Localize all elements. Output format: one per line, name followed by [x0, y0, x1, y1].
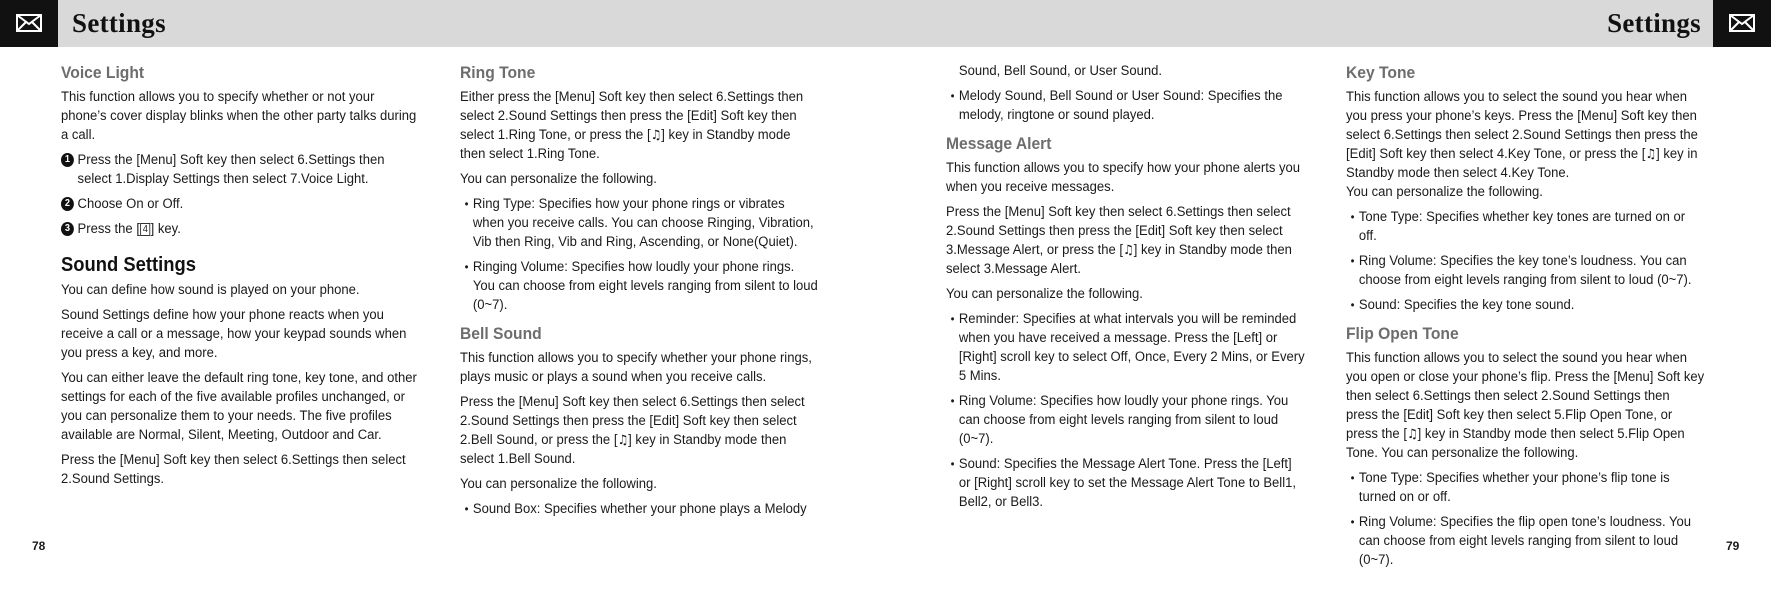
music-note-icon: ♫	[617, 433, 629, 448]
flip-open-tone-intro	[1346, 349, 1705, 463]
voice-light-step-1	[61, 151, 420, 189]
text: ] key in Standby mode then select 4.Key Tone.	[1346, 146, 1698, 181]
text: Press the [Menu] Soft key then select 6.Settings then select 2.Sound Settings then press the [Edit] Soft key then select 2.Bell Sound, or press the [	[460, 394, 805, 448]
page-number-right: 79	[1726, 539, 1740, 553]
text: ] key in Standby mode then select 3.Message Alert.	[946, 242, 1292, 277]
message-alert-personalize: You can personalize the following.	[946, 286, 1143, 302]
flip-open-tone-bullet: • Ring Volume: Specifies the flip open tone’s loudness. You can choose from eight levels ranging from silent to loud (0~7).	[1346, 513, 1705, 570]
sound-settings-paragraph: You can define how sound is played on your phone.	[61, 282, 360, 298]
ring-tone-bullet: • Ring Type: Specifies how your phone rings or vibrates when you receive calls. You can choose Ringing, Vibration, Vib then Ring, Vib and Ring, Ascending, or None(Quiet).	[460, 195, 819, 252]
message-alert-press	[946, 203, 1305, 279]
voice-light-step-3	[61, 220, 420, 239]
music-note-icon: ♫	[1645, 147, 1657, 162]
text: ] key in Standby mode then select 5.Flip Open Tone. You can personalize the following.	[1346, 426, 1685, 461]
envelope-icon	[1713, 0, 1771, 47]
ring-tone-bullet: • Ringing Volume: Specifies how loudly your phone rings. You can choose from eight levels ranging from silent to loud (0~7).	[460, 258, 819, 315]
sound-settings-paragraph: You can either leave the default ring tone, key tone, and other settings for each of the five available profiles unchanged, or you can personalize them to your needs. The five profiles available are Normal, Silent, Meeting, Outdoor and Car.	[61, 370, 417, 443]
message-alert-bullet: • Sound: Specifies the Message Alert Tone. Press the [Left] or [Right] scroll key to set the Message Alert Tone to Bell1, Bell2, or Bell3.	[946, 455, 1305, 512]
column-3	[946, 62, 1305, 518]
step-text: Choose On or Off.	[77, 196, 184, 212]
column-2	[460, 62, 819, 525]
step-text: Press the [Menu] Soft key then select 6.Settings then select 1.Display Settings then select 7.Voice Light.	[77, 152, 385, 187]
key-tone-personalize: You can personalize the following.	[1346, 184, 1543, 200]
bell-sound-intro: This function allows you to specify whether your phone rings, plays music or plays a sound when you receive calls.	[460, 350, 812, 385]
text: This function allows you to select the sound you hear when you open or close your phone’s flip. Press the [Menu] Soft key then select 6.Settings then select 2.Sound Settings then press the [Edit] Soft key then select 5.Flip Open Tone, or press the [	[1346, 350, 1705, 442]
key-tone-bullet: • Tone Type: Specifies whether key tones are turned on or off.	[1346, 208, 1705, 246]
sound-settings-heading: Sound Settings	[61, 254, 196, 276]
ring-tone-heading: Ring Tone	[460, 63, 536, 82]
key-tone-bullet: • Ring Volume: Specifies the key tone’s loudness. You can choose from eight levels ranging from silent to loud (0~7).	[1346, 252, 1705, 290]
message-alert-bullet: • Ring Volume: Specifies how loudly your phone rings. You can choose from eight levels ranging from silent to loud (0~7).	[946, 392, 1305, 449]
page-title-left: Settings	[72, 8, 166, 38]
step-text: ] key.	[150, 221, 181, 237]
music-note-icon: ♫	[1123, 243, 1134, 258]
bell-sound-bullet-continued: Sound, Bell Sound, or User Sound.	[958, 63, 1163, 79]
bell-sound-press	[460, 393, 819, 469]
voice-light-intro: This function allows you to specify whether or not your phone’s cover display blinks when the other party talks during a call.	[61, 89, 417, 143]
music-note-icon: ♫	[650, 128, 662, 143]
text: Press the [Menu] Soft key then select 6.Settings then select 2.Sound Settings then press the [Edit] Soft key then select 3.Message Alert, or press the [	[946, 204, 1291, 258]
column-1	[61, 62, 420, 495]
text: Either press the [Menu] Soft key then select 6.Settings then select 2.Sound Settings then press the [Edit] Soft key then select 1.Ring Tone, or press the [	[460, 89, 804, 143]
step-number: 2	[61, 197, 74, 211]
ring-tone-intro	[460, 88, 819, 164]
text: This function allows you to select the sound you hear when you press your phone’s keys. Press the [Menu] Soft key then select 6.Settings then select 2.Sound Settings then press the [Edit] Soft key then select 4.Key Tone, or press the [	[1346, 89, 1698, 162]
music-note-icon: ♫	[1406, 427, 1418, 442]
voice-light-step-2	[61, 195, 420, 214]
key-tone-bullet: • Sound: Specifies the key tone sound.	[1346, 296, 1705, 315]
column-4	[1346, 62, 1705, 576]
message-alert-intro: This function allows you to specify how your phone alerts you when you receive messages.	[946, 160, 1301, 195]
sound-settings-paragraph: Press the [Menu] Soft key then select 6.Settings then select 2.Sound Settings.	[61, 452, 406, 487]
step-text: Press the [	[77, 221, 140, 237]
bell-sound-bullet: • Melody Sound, Bell Sound or User Sound: Specifies the melody, ringtone or sound played.	[946, 87, 1305, 125]
header-bar	[0, 0, 1771, 47]
step-number: 3	[61, 222, 74, 236]
page-number-left: 78	[32, 539, 46, 553]
text: ] key in Standby mode then select 1.Ring Tone.	[460, 127, 791, 162]
sound-settings-paragraph: Sound Settings define how your phone reacts when you receive a call or a message, how your keypad sounds when you press a key, and more.	[61, 307, 407, 361]
text: ] key in Standby mode then select 1.Bell Sound.	[460, 432, 787, 467]
step-number: 1	[61, 153, 74, 167]
envelope-icon	[0, 0, 58, 47]
message-alert-bullet: • Reminder: Specifies at what intervals you will be reminded when you have received a message. Press the [Left] or [Right] scroll key to select Off, Once, Every 2 Mins, or Every 5 Mins.	[946, 310, 1305, 386]
bell-sound-bullet: • Sound Box: Specifies whether your phone plays a Melody	[460, 500, 819, 519]
flip-open-tone-heading: Flip Open Tone	[1346, 324, 1459, 343]
message-alert-heading: Message Alert	[946, 134, 1052, 153]
voice-light-heading: Voice Light	[61, 63, 145, 82]
bell-sound-personalize: You can personalize the following.	[460, 476, 657, 492]
page-title-right: Settings	[1607, 8, 1701, 38]
key-tone-intro	[1346, 88, 1705, 183]
bell-sound-heading: Bell Sound	[460, 324, 542, 343]
key-tone-heading: Key Tone	[1346, 63, 1416, 82]
key-4-icon: 4	[140, 223, 151, 236]
ring-tone-personalize: You can personalize the following.	[460, 171, 657, 187]
flip-open-tone-bullet: • Tone Type: Specifies whether your phone’s flip tone is turned on or off.	[1346, 469, 1705, 507]
